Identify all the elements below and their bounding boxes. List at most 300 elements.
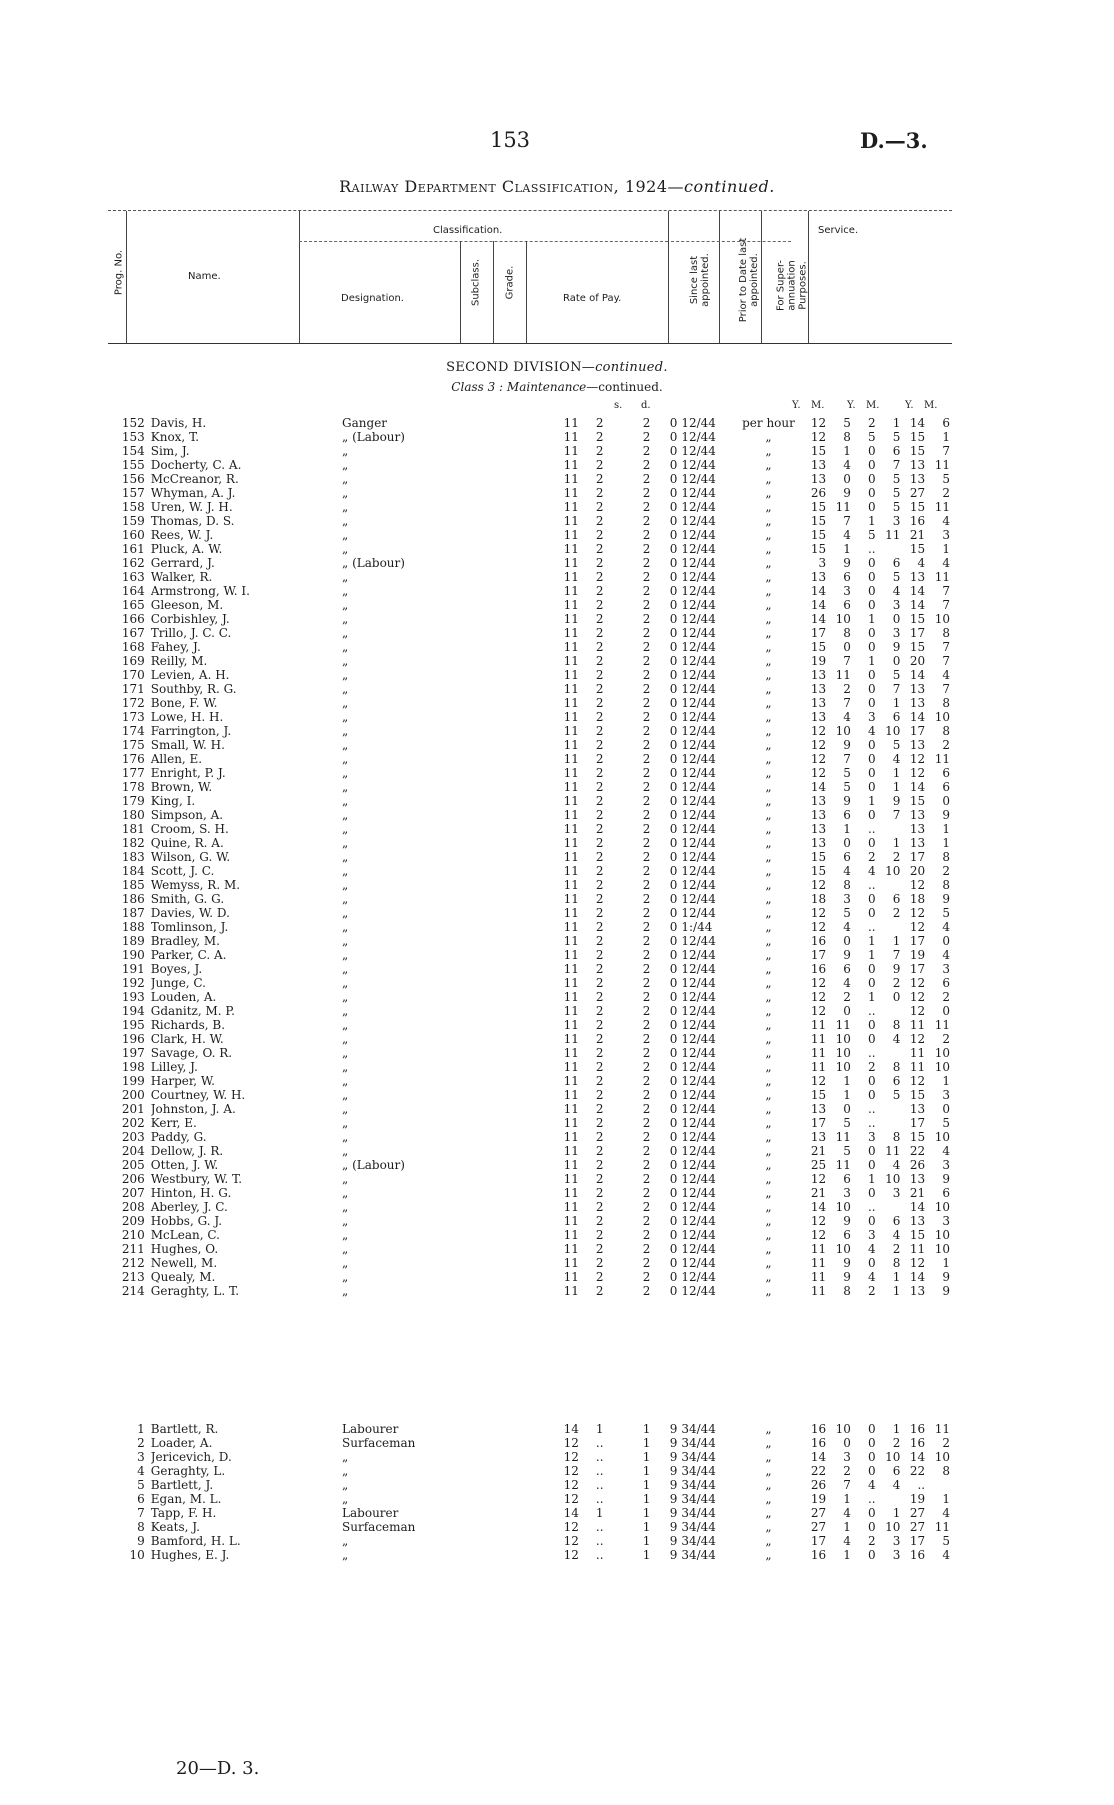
designation-cell: „ <box>342 920 349 934</box>
table-row <box>108 1478 952 1492</box>
super-years-cell: 15 <box>909 794 926 808</box>
rate-unit-cell: „ <box>765 990 772 1004</box>
designation-cell: „ <box>342 1172 349 1186</box>
prior-years-cell: .. <box>867 1200 876 1214</box>
name-cell: Jericevich, D. <box>150 1450 232 1464</box>
since-months-cell: 7 <box>843 654 851 668</box>
designation-cell: „ <box>342 808 349 822</box>
rate-pence-cell: 0 <box>669 1242 678 1256</box>
super-years-cell: 21 <box>909 1186 926 1200</box>
rate-shillings-cell: 2 <box>642 1102 651 1116</box>
super-years-cell: 15 <box>909 1130 926 1144</box>
super-years-cell: 21 <box>909 528 926 542</box>
table-row <box>108 920 952 934</box>
designation-cell: „ <box>342 1450 349 1464</box>
prior-years-cell: 0 <box>867 738 876 752</box>
rate-pence-cell: 9 <box>669 1520 678 1534</box>
since-years-cell: 12 <box>810 976 827 990</box>
prior-years-cell: 4 <box>867 1478 876 1492</box>
class-continued: —continued. <box>586 380 663 394</box>
prog-no-cell: 189 <box>121 934 145 948</box>
rate-fraction-cell: 12/44 <box>681 598 716 612</box>
column-header <box>108 210 952 344</box>
rate-shillings-cell: 2 <box>642 892 651 906</box>
prior-months-cell: 11 <box>885 1144 901 1158</box>
rate-pence-cell: 0 <box>669 654 678 668</box>
grade-cell: 2 <box>595 976 604 990</box>
designation-cell: „ <box>342 612 349 626</box>
table-row <box>108 906 952 920</box>
table-row <box>108 1102 952 1116</box>
super-years-cell: 12 <box>909 976 926 990</box>
super-years-cell: 20 <box>909 654 926 668</box>
subclass-cell: 11 <box>563 1060 579 1074</box>
since-years-cell: 19 <box>810 1492 827 1506</box>
designation-cell: „ <box>342 962 349 976</box>
prog-no-cell: 177 <box>121 766 145 780</box>
rate-fraction-cell: 12/44 <box>681 1228 716 1242</box>
prior-months-cell: 6 <box>892 710 901 724</box>
prior-years-cell: .. <box>867 822 876 836</box>
prog-no-cell: 182 <box>121 836 145 850</box>
prog-no-cell: 3 <box>137 1450 145 1464</box>
grade-cell: 2 <box>595 878 604 892</box>
super-months-cell: 1 <box>942 430 950 444</box>
since-years-cell: 12 <box>810 906 827 920</box>
name-cell: Pluck, A. W. <box>150 542 223 556</box>
super-years-cell: 17 <box>909 724 926 738</box>
since-months-cell: 9 <box>843 556 851 570</box>
subclass-cell: 11 <box>563 1200 579 1214</box>
rate-shillings-cell: 2 <box>642 906 651 920</box>
prog-no-cell: 184 <box>121 864 145 878</box>
rate-pence-cell: 0 <box>669 430 678 444</box>
super-years-cell: 14 <box>909 1270 926 1284</box>
designation-cell: „ <box>342 1478 349 1492</box>
designation-cell: „ <box>342 696 349 710</box>
since-months-cell: 0 <box>843 640 851 654</box>
rate-pence-cell: 0 <box>669 626 678 640</box>
designation-cell: „ <box>342 486 349 500</box>
super-months-cell: 9 <box>942 808 950 822</box>
unit-m2: M. <box>866 400 880 411</box>
designation-cell: „ <box>342 1004 349 1018</box>
rate-fraction-cell: 12/44 <box>681 766 716 780</box>
super-months-cell: 9 <box>942 1284 950 1298</box>
prog-no-cell: 190 <box>121 948 145 962</box>
since-years-cell: 12 <box>810 738 827 752</box>
prior-months-cell: 11 <box>885 528 901 542</box>
rate-shillings-cell: 2 <box>642 584 651 598</box>
grade-cell: 2 <box>595 766 604 780</box>
super-months-cell <box>927 1478 952 1492</box>
rate-shillings-cell: 2 <box>642 654 651 668</box>
rate-shillings-cell: 2 <box>642 444 651 458</box>
since-months-cell: 5 <box>843 416 851 430</box>
rate-pence-cell: 0 <box>669 1116 678 1130</box>
grade-cell: 2 <box>595 640 604 654</box>
grade-cell: 2 <box>595 1200 604 1214</box>
name-cell: Lilley, J. <box>150 1060 198 1074</box>
grade-cell: 2 <box>595 626 604 640</box>
unit-y1: Y. <box>792 400 801 411</box>
division-continued: continued. <box>595 360 668 375</box>
table-row <box>108 948 952 962</box>
prior-months-cell: 2 <box>892 850 901 864</box>
rate-fraction-cell: 12/44 <box>681 682 716 696</box>
rate-fraction-cell: 12/44 <box>681 556 716 570</box>
since-months-cell: 2 <box>843 1464 851 1478</box>
name-cell: Bartlett, R. <box>150 1422 219 1436</box>
prior-years-cell: 0 <box>867 1422 876 1436</box>
designation-cell: „ <box>342 780 349 794</box>
table-row <box>108 1088 952 1102</box>
table-row <box>108 710 952 724</box>
rate-shillings-cell: 2 <box>642 612 651 626</box>
super-months-cell: 0 <box>942 1004 950 1018</box>
unit-m1: M. <box>811 400 825 411</box>
super-months-cell: 7 <box>942 584 950 598</box>
prior-years-cell: 2 <box>867 1534 876 1548</box>
super-months-cell: 1 <box>942 1074 950 1088</box>
prog-no-cell: 188 <box>121 920 145 934</box>
designation-cell: „ <box>342 682 349 696</box>
prior-months-cell: 6 <box>892 556 901 570</box>
name-cell: Boyes, J. <box>150 962 203 976</box>
prior-years-cell: 0 <box>867 1506 876 1520</box>
rate-pence-cell: 9 <box>669 1478 678 1492</box>
table-row <box>108 794 952 808</box>
rate-pence-cell: 0 <box>669 822 678 836</box>
super-months-cell: 7 <box>942 598 950 612</box>
super-months-cell: 10 <box>934 1242 950 1256</box>
since-years-cell: 15 <box>810 850 827 864</box>
super-months-cell: 7 <box>942 640 950 654</box>
designation-cell: „ <box>342 1186 349 1200</box>
since-months-cell: 5 <box>843 1144 851 1158</box>
super-years-cell: 14 <box>909 584 926 598</box>
designation-cell: „ <box>342 864 349 878</box>
subclass-cell: 11 <box>563 696 579 710</box>
prior-years-cell: 0 <box>867 1436 876 1450</box>
rate-shillings-cell: 2 <box>642 794 651 808</box>
subclass-cell: 11 <box>563 640 579 654</box>
grade-cell: 2 <box>595 1186 604 1200</box>
since-years-cell: 13 <box>810 668 827 682</box>
prior-years-cell: 1 <box>867 794 876 808</box>
subclass-cell: 11 <box>563 472 579 486</box>
since-years-cell: 18 <box>810 892 827 906</box>
rate-pence-cell: 0 <box>669 1074 678 1088</box>
prior-years-cell: .. <box>867 1046 876 1060</box>
table-row <box>108 696 952 710</box>
super-months-cell: 3 <box>942 1088 950 1102</box>
prior-months-cell <box>878 1004 903 1018</box>
designation-cell: Surfaceman <box>342 1520 416 1534</box>
since-months-cell: 11 <box>835 500 851 514</box>
rate-pence-cell: 0 <box>669 1018 678 1032</box>
rate-fraction-cell: 12/44 <box>681 906 716 920</box>
name-cell: King, I. <box>150 794 196 808</box>
super-years-cell: 19 <box>909 948 926 962</box>
prior-years-cell: 0 <box>867 1520 876 1534</box>
subclass-cell: 11 <box>563 836 579 850</box>
designation-cell: „ <box>342 1032 349 1046</box>
rate-fraction-cell: 12/44 <box>681 500 716 514</box>
subclass-cell: 11 <box>563 808 579 822</box>
prior-months-cell: 1 <box>892 780 901 794</box>
designation-cell: „ <box>342 892 349 906</box>
name-cell: Simpson, A. <box>150 808 224 822</box>
rate-unit-cell: „ <box>765 612 772 626</box>
rate-shillings-cell: 1 <box>642 1478 651 1492</box>
prior-years-cell: 0 <box>867 892 876 906</box>
grade-cell: 2 <box>595 920 604 934</box>
rate-pence-cell: 9 <box>669 1464 678 1478</box>
grade-header: Grade. <box>504 265 516 300</box>
designation-cell: „ <box>342 710 349 724</box>
designation-cell: „ <box>342 584 349 598</box>
grade-cell: 2 <box>595 1256 604 1270</box>
designation-cell: „ <box>342 444 349 458</box>
super-months-cell: 9 <box>942 892 950 906</box>
name-cell: Clark, H. W. <box>150 1032 224 1046</box>
super-months-cell: 2 <box>942 1032 950 1046</box>
super-years-cell: 13 <box>909 1172 926 1186</box>
rate-shillings-cell: 2 <box>642 808 651 822</box>
super-years-cell: 22 <box>909 1464 926 1478</box>
rate-shillings-cell: 2 <box>642 822 651 836</box>
since-months-cell: 1 <box>843 1520 851 1534</box>
prior-years-cell: 0 <box>867 1450 876 1464</box>
rate-fraction-cell: 12/44 <box>681 1018 716 1032</box>
rate-shillings-cell: 2 <box>642 486 651 500</box>
super-months-cell: 0 <box>942 934 950 948</box>
subclass-cell: 11 <box>563 1256 579 1270</box>
since-months-cell: 6 <box>843 808 851 822</box>
designation-cell: „ (Labour) <box>342 430 405 444</box>
name-cell: Parker, C. A. <box>150 948 227 962</box>
since-years-cell: 17 <box>810 948 827 962</box>
rate-fraction-cell: 34/44 <box>681 1422 716 1436</box>
super-years-cell: 12 <box>909 990 926 1004</box>
designation-cell: „ <box>342 1270 349 1284</box>
rate-unit-cell: „ <box>765 1422 772 1436</box>
subclass-cell: 11 <box>563 542 579 556</box>
prior-years-cell: 0 <box>867 556 876 570</box>
since-months-cell: 5 <box>843 766 851 780</box>
prior-months-cell: 3 <box>892 598 901 612</box>
since-months-cell: 9 <box>843 948 851 962</box>
table-row <box>108 934 952 948</box>
prog-no-cell: 178 <box>121 780 145 794</box>
name-cell: Dellow, J. R. <box>150 1144 224 1158</box>
prog-no-cell: 181 <box>121 822 145 836</box>
table-row <box>108 626 952 640</box>
name-cell: Courtney, W. H. <box>150 1088 246 1102</box>
subclass-cell: 11 <box>563 892 579 906</box>
super-months-cell: 4 <box>942 1506 950 1520</box>
table-row <box>108 1018 952 1032</box>
rate-unit-cell: „ <box>765 1032 772 1046</box>
rate-fraction-cell: 34/44 <box>681 1520 716 1534</box>
since-years-cell: 17 <box>810 626 827 640</box>
table-row <box>108 1520 952 1534</box>
prog-no-cell: 152 <box>121 416 145 430</box>
prior-years-cell: 0 <box>867 682 876 696</box>
rate-fraction-cell: 12/44 <box>681 416 716 430</box>
table-row <box>108 808 952 822</box>
since-months-cell: 0 <box>843 1436 851 1450</box>
class-name: Maintenance <box>506 380 587 394</box>
title-year: , 1924— <box>613 177 685 196</box>
prog-no-cell: 163 <box>121 570 145 584</box>
grade-cell: 2 <box>595 472 604 486</box>
prog-no-cell: 199 <box>121 1074 145 1088</box>
document-code: D.—3. <box>860 128 928 153</box>
name-cell: Allen, E. <box>150 752 203 766</box>
super-years-cell: .. <box>917 1478 926 1492</box>
rate-shillings-cell: 2 <box>642 948 651 962</box>
rate-shillings-cell: 2 <box>642 1116 651 1130</box>
grade-cell: 2 <box>595 654 604 668</box>
super-years-cell: 12 <box>909 906 926 920</box>
prior-years-cell: .. <box>867 1116 876 1130</box>
since-months-cell: 11 <box>835 1158 851 1172</box>
prior-months-cell: 3 <box>892 514 901 528</box>
since-years-cell: 14 <box>810 780 827 794</box>
table-row <box>108 1130 952 1144</box>
rate-shillings-cell: 1 <box>642 1520 651 1534</box>
super-months-cell: 1 <box>942 1256 950 1270</box>
rate-shillings-cell: 2 <box>642 724 651 738</box>
since-years-cell: 15 <box>810 444 827 458</box>
table-row <box>108 1422 952 1436</box>
subclass-cell: 12 <box>563 1436 579 1450</box>
grade-cell: 2 <box>595 808 604 822</box>
subclass-cell: 11 <box>563 710 579 724</box>
prog-no-cell: 209 <box>121 1214 145 1228</box>
since-months-cell: 8 <box>843 430 851 444</box>
prior-months-cell <box>878 1116 903 1130</box>
rate-fraction-cell: 12/44 <box>681 612 716 626</box>
subclass-cell: 11 <box>563 556 579 570</box>
prior-years-cell: 0 <box>867 780 876 794</box>
subclass-cell: 11 <box>563 864 579 878</box>
since-years-cell: 12 <box>810 1004 827 1018</box>
page-title <box>0 177 1114 196</box>
name-cell: Small, W. H. <box>150 738 225 752</box>
rate-pence-cell: 0 <box>669 1144 678 1158</box>
since-months-cell: 3 <box>843 1186 851 1200</box>
prior-years-cell: 0 <box>867 976 876 990</box>
since-years-cell: 17 <box>810 1116 827 1130</box>
subclass-cell: 11 <box>563 878 579 892</box>
rate-fraction-cell: 34/44 <box>681 1450 716 1464</box>
prior-years-cell: 1 <box>867 612 876 626</box>
rate-unit-cell: „ <box>765 1284 772 1298</box>
subclass-header: Subclass. <box>470 258 482 307</box>
name-cell: Richards, B. <box>150 1018 226 1032</box>
since-years-cell: 16 <box>810 1436 827 1450</box>
grade-cell: 2 <box>595 1074 604 1088</box>
prog-no-cell: 204 <box>121 1144 145 1158</box>
since-months-cell: 5 <box>843 780 851 794</box>
table-row <box>108 752 952 766</box>
since-years-cell: 13 <box>810 458 827 472</box>
prior-months-cell: 1 <box>892 696 901 710</box>
designation-cell: „ (Labour) <box>342 1158 405 1172</box>
prog-no-cell: 164 <box>121 584 145 598</box>
prog-no-cell: 180 <box>121 808 145 822</box>
designation-cell: „ <box>342 1284 349 1298</box>
table-row <box>108 1548 952 1562</box>
rate-shillings-cell: 2 <box>642 1172 651 1186</box>
name-cell: Loader, A. <box>150 1436 213 1450</box>
subclass-cell: 12 <box>563 1450 579 1464</box>
subclass-cell: 11 <box>563 598 579 612</box>
table-row <box>108 500 952 514</box>
name-cell: Geraghty, L. T. <box>150 1284 240 1298</box>
prior-years-cell: 0 <box>867 444 876 458</box>
since-months-cell: 4 <box>843 528 851 542</box>
since-months-cell: 5 <box>843 1116 851 1130</box>
since-months-cell: 8 <box>843 878 851 892</box>
prior-years-cell: 0 <box>867 1144 876 1158</box>
super-months-cell: 0 <box>942 794 950 808</box>
prog-no-cell: 168 <box>121 640 145 654</box>
rate-shillings-cell: 2 <box>642 878 651 892</box>
since-months-cell: 1 <box>843 444 851 458</box>
rate-pence-cell: 0 <box>669 1004 678 1018</box>
division-label: SECOND DIVISION— <box>446 360 596 375</box>
rate-shillings-cell: 2 <box>642 990 651 1004</box>
rate-shillings-cell: 2 <box>642 976 651 990</box>
prog-no-cell: 186 <box>121 892 145 906</box>
super-months-cell: 1 <box>942 836 950 850</box>
prior-months-cell: 10 <box>885 1520 901 1534</box>
since-months-cell: 2 <box>843 990 851 1004</box>
rate-pence-cell: 0 <box>669 808 678 822</box>
grade-cell: 2 <box>595 1284 604 1298</box>
rate-pence-cell: 0 <box>669 542 678 556</box>
since-months-cell: 6 <box>843 962 851 976</box>
table-row <box>108 542 952 556</box>
prog-no-cell: 201 <box>121 1102 145 1116</box>
rate-unit-cell: „ <box>765 948 772 962</box>
prog-no-cell: 205 <box>121 1158 145 1172</box>
table-row <box>108 1228 952 1242</box>
rate-fraction-cell: 12/44 <box>681 570 716 584</box>
prog-no-cell: 167 <box>121 626 145 640</box>
since-years-cell: 13 <box>810 696 827 710</box>
rate-pence-cell: 0 <box>669 612 678 626</box>
subclass-cell: 11 <box>563 458 579 472</box>
prior-months-cell: 10 <box>885 724 901 738</box>
rate-fraction-cell: 34/44 <box>681 1534 716 1548</box>
prog-no-cell: 155 <box>121 458 145 472</box>
grade-cell: 2 <box>595 430 604 444</box>
super-years-cell: 27 <box>909 1506 926 1520</box>
prior-months-cell: 10 <box>885 1172 901 1186</box>
prior-years-cell: 0 <box>867 640 876 654</box>
since-years-cell: 12 <box>810 1074 827 1088</box>
designation-cell: „ <box>342 878 349 892</box>
rate-shillings-cell: 1 <box>642 1422 651 1436</box>
rate-shillings-cell: 2 <box>642 696 651 710</box>
prog-no-cell: 174 <box>121 724 145 738</box>
name-cell: Southby, R. G. <box>150 682 237 696</box>
